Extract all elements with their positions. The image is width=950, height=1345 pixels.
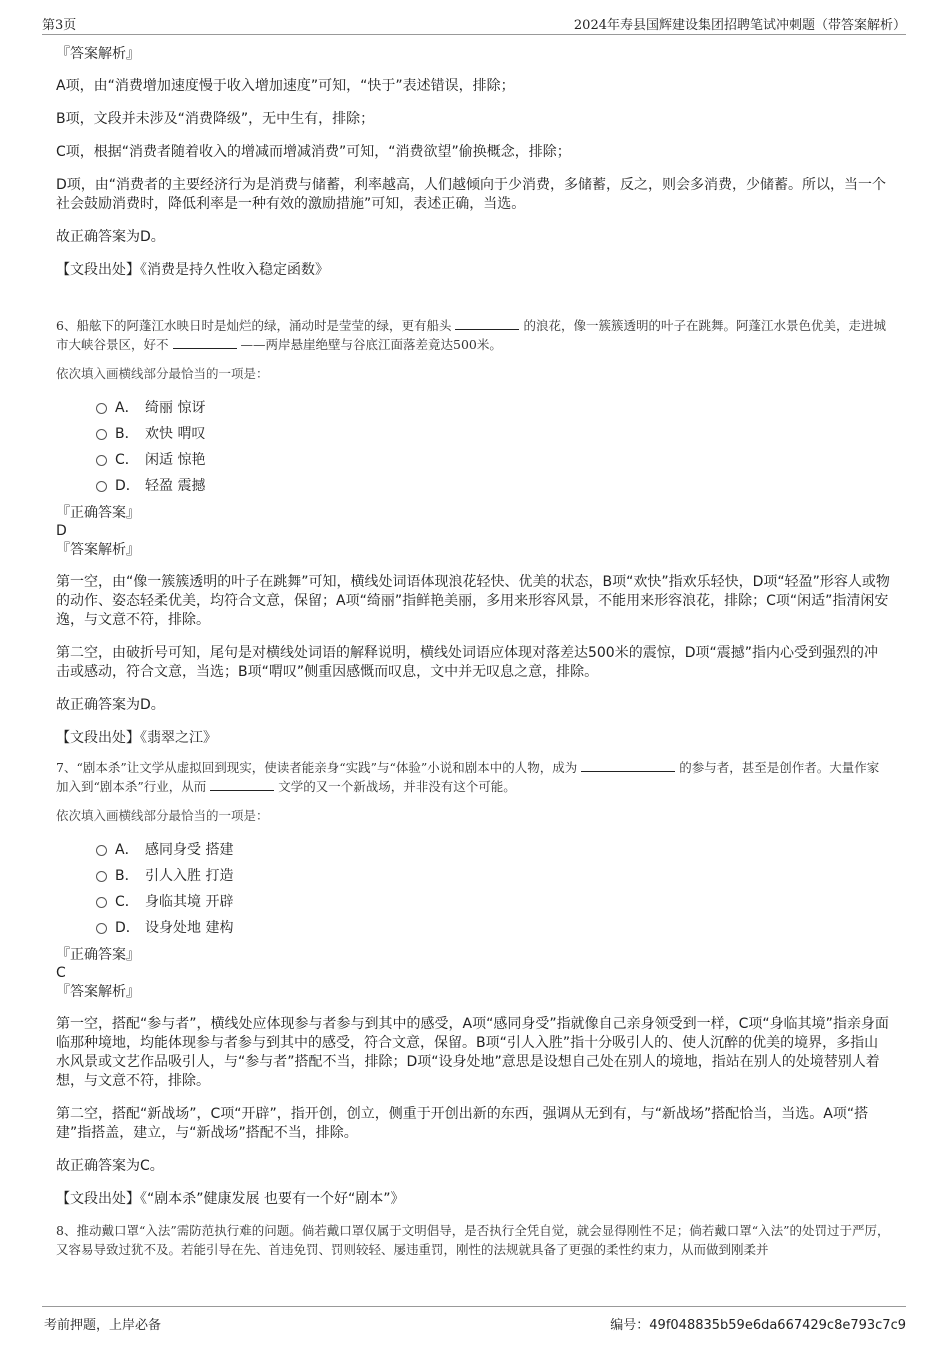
stem-part-1: 7、“剧本杀”让文学从虚拟回到现实，使读者能亲身“实践”与“体验”小说和剧本中的人物，成为	[56, 760, 578, 775]
option-d[interactable]: D． 设身处地 建构	[96, 915, 890, 941]
question-5-analysis	[56, 46, 890, 280]
radio-icon[interactable]	[96, 403, 107, 414]
conclusion: 故正确答案为C。	[56, 1158, 164, 1174]
radio-icon[interactable]	[96, 897, 107, 908]
source-citation: 【文段出处】《“剧本杀”健康发展 也要有一个好“剧本”》	[56, 1191, 405, 1207]
answer-analysis-label: 『答案解析』	[56, 984, 140, 1000]
stem-part-3: ——两岸悬崖绝壁与谷底江面落差竟达500米。	[240, 337, 502, 352]
option-b[interactable]: B． 引人入胜 打造	[96, 863, 890, 889]
radio-icon[interactable]	[96, 429, 107, 440]
option-d[interactable]: D． 轻盈 震撼	[96, 473, 890, 499]
question-hint: 依次填入画横线部分最恰当的一项是：	[56, 366, 269, 381]
source-citation: 【文段出处】《消费是持久性收入稳定函数》	[56, 262, 329, 278]
conclusion: 故正确答案为D。	[56, 229, 165, 245]
question-8	[56, 1221, 890, 1259]
stem-part-2: 的浪花，像一簇簇透明的叶子在跳舞。阿蓬江水景色优美，走进城市大峡谷景区，好不	[56, 318, 886, 352]
radio-icon[interactable]	[96, 845, 107, 856]
analysis-option-d: D项，由“消费者的主要经济行为是消费与储蓄，利率越高，人们越倾向于少消费，多储蓄，反之，则会多消费，少储蓄。所以，当一个社会鼓励消费时，降低利率是一种有效的激励措施”可知，表述正确，当选。	[56, 177, 887, 212]
option-list	[96, 395, 890, 499]
stem-part-3: 文学的又一个新战场，并非没有这个可能。	[278, 779, 516, 794]
analysis-blank-1: 第一空，由“像一簇簇透明的叶子在跳舞”可知，横线处词语体现浪花轻快、优美的状态，B项“欢快”指欢乐轻快，D项“轻盈”形容人或物的动作、姿态轻柔优美，均符合文意，保留；A项“绮丽”指鲜艳美丽，多用来形容风景，不能用来形容浪花，排除；C项“闲适”指清闲安逸，与文意不符，排除。	[56, 574, 890, 628]
correct-answer: D	[56, 523, 67, 539]
source-citation: 【文段出处】《翡翠之江》	[56, 730, 217, 746]
page-number: 第3页	[42, 18, 77, 33]
analysis-option-a: A项，由“消费增加速度慢于收入增加速度”可知，“快于”表述错误，排除；	[56, 78, 515, 94]
conclusion: 故正确答案为D。	[56, 697, 165, 713]
radio-icon[interactable]	[96, 923, 107, 934]
page-header	[42, 12, 906, 35]
analysis-option-c: C项，根据“消费者随着收入的增减而增减消费”可知，“消费欲望”偷换概念，排除；	[56, 144, 571, 160]
option-a[interactable]: A． 绮丽 惊讶	[96, 395, 890, 421]
stem-part-1: 6、船舷下的阿蓬江水映日时是灿烂的绿，涌动时是莹莹的绿，更有船头	[56, 318, 452, 333]
question-stem: 8、推动戴口罩“入法”需防范执行难的问题。倘若戴口罩仅属于文明倡导，是否执行全凭自觉，就会显得刚性不足；倘若戴口罩“入法”的处罚过于严厉，又容易导致过犹不及。若能引导在先、首违免罚、罚则较轻、屡违重罚，刚性的法规就具备了更强的柔性约束力，从而做到刚柔并	[56, 1223, 890, 1257]
document-id: 编号：49f048835b59e6da667429c8e793c7c9	[610, 1318, 906, 1333]
answer-analysis-label: 『答案解析』	[56, 542, 140, 558]
option-a[interactable]: A． 感同身受 搭建	[96, 837, 890, 863]
document-title: 2024年寿县国辉建设集团招聘笔试冲刺题（带答案解析）	[573, 18, 906, 33]
analysis-option-b: B项，文段并未涉及“消费降级”，无中生有，排除；	[56, 111, 375, 127]
question-6	[56, 316, 890, 748]
answer-analysis-label: 『答案解析』	[56, 46, 140, 62]
correct-answer-label: 『正确答案』	[56, 947, 140, 963]
fill-blank	[173, 336, 237, 349]
question-stem	[56, 316, 890, 354]
fill-blank	[581, 759, 675, 772]
footer-slogan: 考前押题，上岸必备	[44, 1318, 162, 1333]
document-body	[56, 40, 890, 1259]
option-c[interactable]: C． 身临其境 开辟	[96, 889, 890, 915]
correct-answer: C	[56, 965, 66, 981]
option-c[interactable]: C． 闲适 惊艳	[96, 447, 890, 473]
question-stem	[56, 758, 890, 796]
analysis-blank-1: 第一空，搭配“参与者”，横线处应体现参与者参与到其中的感受，A项“感同身受”指就像自己亲身领受到一样，C项“身临其境”指亲身面临那种境地，均能体现参与者参与到其中的感受，符合文意，保留。B项“引人入胜”指十分吸引人的、使人沉醉的优美的境界，多指山水风景或文艺作品吸引人，与“参与者”搭配不当，排除；D项“设身处地”意思是设想自己处在别人的境地，指站在别人的处境替别人着想，与文意不符，排除。	[56, 1016, 889, 1089]
radio-icon[interactable]	[96, 455, 107, 466]
option-b[interactable]: B． 欢快 喟叹	[96, 421, 890, 447]
question-hint: 依次填入画横线部分最恰当的一项是：	[56, 808, 269, 823]
stem-part-2: 的参与者，甚至是创作者。大量作家加入到“剧本杀”行业，从而	[56, 760, 880, 794]
correct-answer-label: 『正确答案』	[56, 505, 140, 521]
question-7	[56, 758, 890, 1209]
radio-icon[interactable]	[96, 481, 107, 492]
radio-icon[interactable]	[96, 871, 107, 882]
fill-blank	[210, 778, 274, 791]
analysis-blank-2: 第二空，搭配“新战场”，C项“开辟”，指开创，创立，侧重于开创出新的东西，强调从无到有，与“新战场”搭配恰当，当选。A项“搭建”指搭盖，建立，与“新战场”搭配不当，排除。	[56, 1106, 869, 1141]
page-footer	[42, 1306, 906, 1335]
analysis-blank-2: 第二空，由破折号可知，尾句是对横线处词语的解释说明，横线处词语应体现对落差达500米的震惊，D项“震撼”指内心受到强烈的冲击或感动，符合文意，当选；B项“喟叹”侧重因感慨而叹息，文中并无叹息之意，排除。	[56, 645, 879, 680]
fill-blank	[455, 317, 519, 330]
option-list	[96, 837, 890, 941]
